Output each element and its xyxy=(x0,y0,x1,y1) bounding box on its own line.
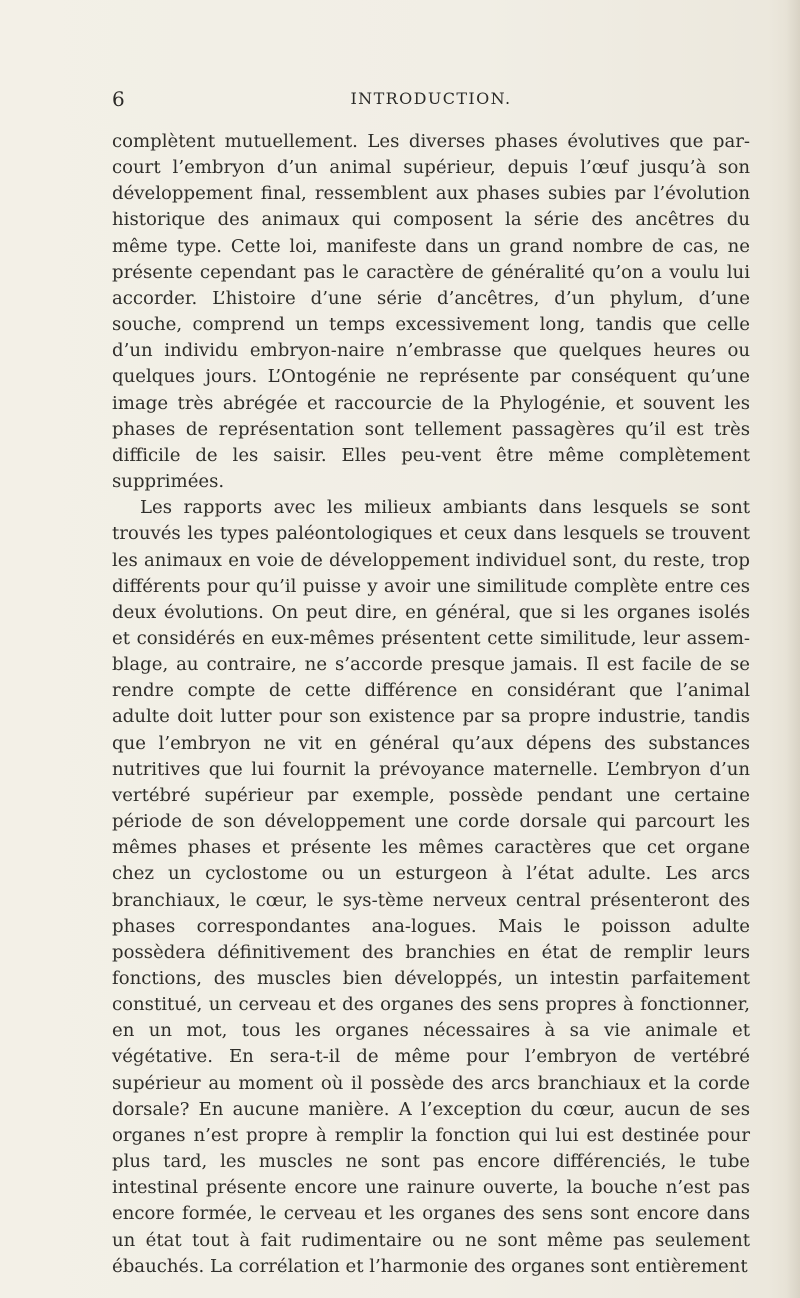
body-text xyxy=(112,129,750,1280)
page-edge-shadow xyxy=(786,0,800,1298)
paragraph-1: complètent mutuellement. Les diverses phases évolutives que par-court l’embryon d’un animal supérieur, depuis l’œuf jusqu’à son développement final, ressemblent aux phases subies par l’évolution historique des animaux qui composent la série des ancêtres du même type. Cette loi, manifeste dans un grand nombre de cas, ne présente cependant pas le caractère de généralité qu’on a voulu lui accorder. L’histoire d’une série d’ancêtres, d’un phylum, d’une souche, comprend un temps excessivement long, tandis que celle d’un individu embryon-naire n’embrasse que quelques heures ou quelques jours. L’Ontogénie ne représente par conséquent qu’une image très abrégée et raccourcie de la Phylogénie, et souvent les phases de représentation sont tellement passagères qu’il est très difficile de les saisir. Elles peu-vent être même complètement supprimées. xyxy=(112,131,750,493)
page-header xyxy=(112,86,750,112)
page-number: 6 xyxy=(112,87,125,111)
running-head: INTRODUCTION. xyxy=(350,89,512,108)
paragraph-2: Les rapports avec les milieux ambiants dans lesquels se sont trouvés les types paléontologiques et ceux dans lesquels se trouvent les animaux en voie de développement individuel sont, du reste, trop différents pour qu’il puisse y avoir une similitude complète entre ces deux évolutions. On peut dire, en général, que si les organes isolés et considérés en eux-mêmes présentent cette similitude, leur assem-blage, au contraire, ne s’accorde presque jamais. Il est facile de se rendre compte de cette différence en considérant que l’animal adulte doit lutter pour son existence par sa propre industrie, tandis que l’embryon ne vit en général qu’aux dépens des substances nutritives que lui fournit la prévoyance maternelle. L’embryon d’un vertébré supérieur par exemple, possède pendant une certaine période de son développement une corde dorsale qui parcourt les mêmes phases et présente les mêmes caractères que cet organe chez un cyclostome ou un esturgeon à l’état adulte. Les arcs branchiaux, le cœur, le sys-tème nerveux central présenteront des phases correspondantes ana-logues. Mais le poisson adulte possèdera définitivement des branchies en état de remplir leurs fonctions, des muscles bien développés, un intestin parfaitement constitué, un cerveau et des organes des sens propres à fonctionner, en un mot, tous les organes nécessaires à sa vie animale et végétative. En sera-t-il de même pour l’embryon de vertébré supérieur au moment où il possède des arcs branchiaux et la corde dorsale? En aucune manière. A l’exception du cœur, aucun de ses organes n’est propre à remplir la fonction qui lui est destinée pour plus tard, les muscles ne sont pas encore différenciés, le tube intestinal présente encore une rainure ouverte, la bouche n’est pas encore formée, le cerveau et les organes des sens sont encore dans un état tout à fait rudimentaire ou ne sont même pas seulement ébauchés. La corrélation et l’harmonie des organes sont entièrement xyxy=(112,497,750,1277)
